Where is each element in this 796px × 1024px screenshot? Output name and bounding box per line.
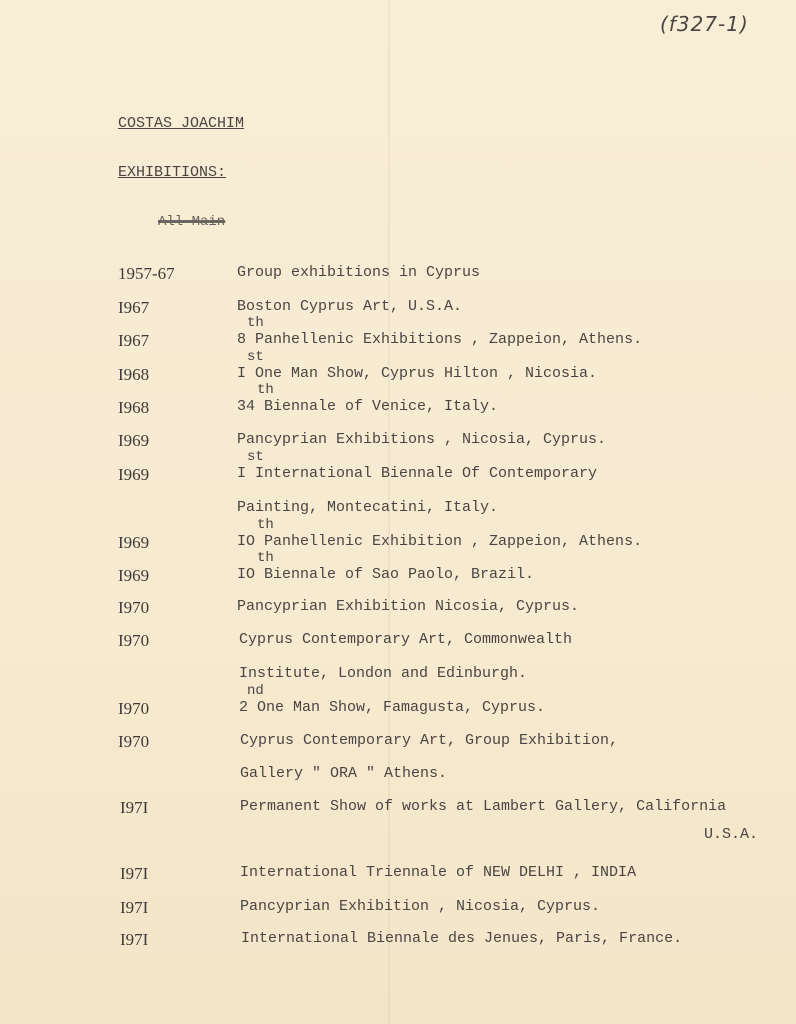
entry-year: I97I	[120, 930, 149, 949]
entry-superscript: st	[247, 449, 264, 465]
entry-text: International Biennale des Jenues, Paris, France.	[241, 930, 683, 947]
reference-note: (f327-1)	[660, 12, 749, 36]
entry-year: I970	[118, 732, 150, 751]
entry-text: Permanent Show of works at Lambert Gallery, California	[240, 798, 727, 815]
entry-text: IO Biennale of Sao Paolo, Brazil.	[237, 566, 535, 583]
entry-superscript: st	[247, 349, 264, 365]
entry-year: I967	[118, 331, 150, 350]
entry-superscript: th	[257, 382, 274, 398]
entry-text: I International Biennale Of Contemporary	[237, 465, 598, 482]
struck-out-text: All Main	[158, 214, 226, 230]
entry-text: Boston Cyprus Art, U.S.A.	[237, 298, 463, 315]
entry-year: I97I	[120, 864, 149, 883]
entry-year: I97I	[120, 898, 149, 917]
entry-text: International Triennale of NEW DELHI , INDIA	[240, 864, 637, 881]
entry-year: I968	[118, 365, 150, 384]
entry-text: Pancyprian Exhibition , Nicosia, Cyprus.	[240, 898, 601, 915]
entry-text: Pancyprian Exhibition Nicosia, Cyprus.	[237, 598, 580, 615]
entry-text: Cyprus Contemporary Art, Commonwealth	[239, 631, 573, 648]
entry-text: Gallery " ORA " Athens.	[240, 765, 448, 782]
entry-year: I97I	[120, 798, 149, 817]
entry-text: I One Man Show, Cyprus Hilton , Nicosia.	[237, 365, 598, 382]
entry-year: 1957-67	[118, 264, 175, 283]
artist-name: COSTAS JOACHIM	[118, 115, 245, 132]
entry-year: I969	[118, 465, 150, 484]
entry-year: I969	[118, 566, 150, 585]
entry-text: 8 Panhellenic Exhibitions , Zappeion, Athens.	[237, 331, 643, 348]
exhibitions-heading: EXHIBITIONS:	[118, 164, 227, 181]
entry-year: I968	[118, 398, 150, 417]
entry-year: I967	[118, 298, 150, 317]
entry-superscript: th	[247, 315, 264, 331]
entry-text: Pancyprian Exhibitions , Nicosia, Cyprus.	[237, 431, 607, 448]
entry-year: I969	[118, 533, 150, 552]
entry-text: Cyprus Contemporary Art, Group Exhibition,	[240, 732, 619, 749]
entry-continuation: U.S.A.	[704, 826, 759, 843]
entry-year: I970	[118, 598, 150, 617]
entry-text: Institute, London and Edinburgh.	[239, 665, 528, 682]
entry-text: Painting, Montecatini, Italy.	[237, 499, 499, 516]
entry-superscript: th	[257, 550, 274, 566]
entry-year: I970	[118, 699, 150, 718]
entry-year: I970	[118, 631, 150, 650]
entry-text: 2 One Man Show, Famagusta, Cyprus.	[239, 699, 546, 716]
entry-year: I969	[118, 431, 150, 450]
entry-text: IO Panhellenic Exhibition , Zappeion, Athens.	[237, 533, 643, 550]
entry-superscript: nd	[247, 683, 264, 699]
entry-superscript: th	[257, 517, 274, 533]
entry-text: 34 Biennale of Venice, Italy.	[237, 398, 499, 415]
entry-text: Group exhibitions in Cyprus	[237, 264, 481, 281]
